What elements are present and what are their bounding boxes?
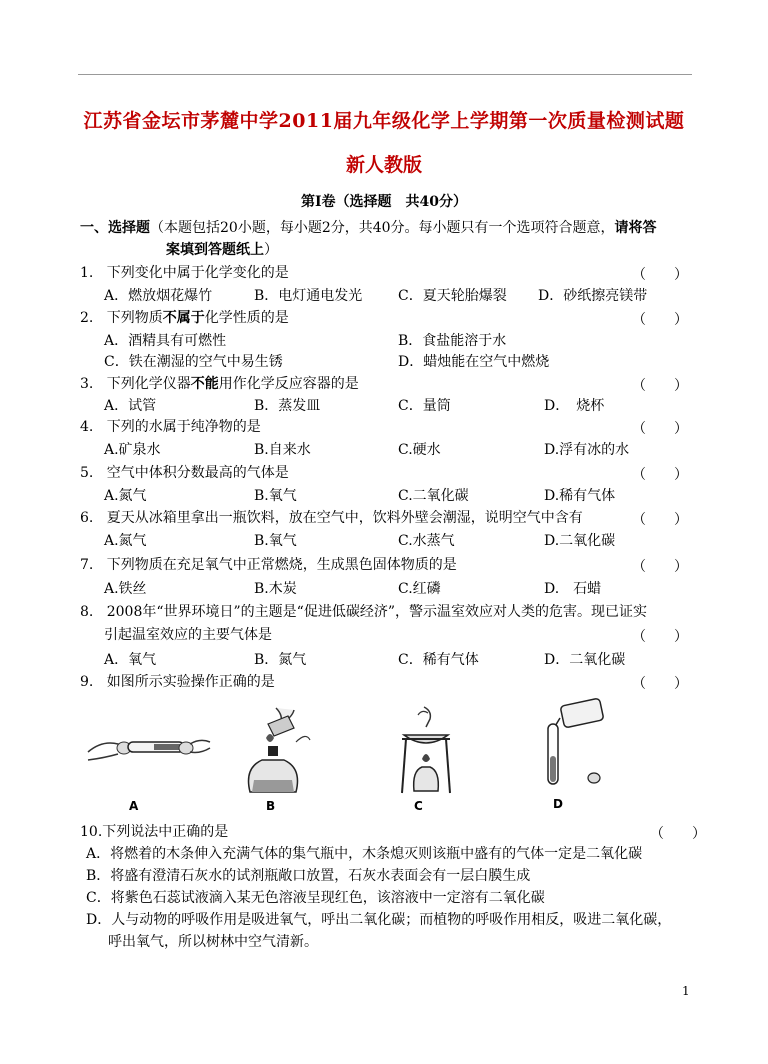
answer-paren: （ ）	[632, 378, 688, 394]
option: B.木炭	[254, 581, 297, 597]
figure-label-c: C	[414, 799, 423, 813]
question-stem-emphasis: 不能	[190, 376, 219, 392]
option: C.红磷	[398, 581, 441, 597]
question-3	[80, 375, 359, 393]
question-number: 6.	[80, 510, 94, 526]
question-9	[80, 673, 275, 691]
option: D.浮有冰的水	[544, 442, 630, 458]
option: D．蜡烛能在空气中燃烧	[398, 354, 550, 370]
question-number: 2.	[80, 310, 94, 326]
answer-paren: （ ）	[632, 559, 688, 575]
question-number: 8.	[80, 604, 94, 620]
option: D. 石蜡	[544, 581, 602, 597]
question-stem-emphasis: 不属于	[162, 310, 205, 326]
option: B．将盛有澄清石灰水的试剂瓶敞口放置，石灰水表面会有一层白膜生成	[86, 868, 531, 884]
question-number: 4.	[80, 419, 94, 435]
option: A．试管	[104, 398, 157, 414]
question-stem-line2: 引起温室效应的主要气体是	[104, 627, 272, 643]
option: A．将燃着的木条伸入充满气体的集气瓶中，木条熄灭则该瓶中盛有的气体一定是二氧化碳	[86, 846, 643, 862]
section-heading	[80, 219, 657, 237]
question-stem: 下列物质在充足氧气中正常燃烧，生成黑色固体物质的是	[106, 557, 457, 573]
option: A.矿泉水	[104, 442, 161, 458]
option: C．夏天轮胎爆裂	[398, 288, 507, 304]
question-6	[80, 509, 583, 527]
option: D． 烧杯	[544, 398, 605, 414]
question-stem: 如图所示实验操作正确的是	[106, 674, 275, 690]
option: C．铁在潮湿的空气中易生锈	[104, 354, 283, 370]
question-number: 7.	[80, 557, 94, 573]
option: B．电灯通电发光	[254, 288, 363, 304]
question-5	[80, 464, 289, 482]
answer-paren: （ ）	[632, 629, 688, 645]
question-number: 5.	[80, 465, 94, 481]
option: A.氮气	[104, 488, 147, 504]
question-8	[80, 603, 647, 621]
answer-paren: （ ）	[632, 312, 688, 328]
question-stem: 2008年“世界环境日”的主题是“促进低碳经济”，警示温室效应对人类的危害。现已证实	[106, 604, 647, 620]
answer-paren: （ ）	[632, 421, 688, 437]
question-stem: 夏天从冰箱里拿出一瓶饮料，放在空气中，饮料外壁会潮湿，说明空气中含有	[106, 510, 583, 526]
question-7	[80, 556, 457, 574]
option: A.铁丝	[104, 581, 147, 597]
question-stem: 下列物质	[106, 310, 163, 326]
question-2	[80, 309, 289, 327]
option: C．量筒	[398, 398, 451, 414]
figure-label-a: A	[129, 799, 139, 813]
option: D．人与动物的呼吸作用是吸进氧气，呼出二氧化碳；而植物的呼吸作用相反，吸进二氧化碳，	[86, 912, 672, 928]
section-heading-line2-end: ）	[264, 242, 278, 258]
option: D．砂纸擦亮镁带	[538, 288, 648, 304]
option: B．食盐能溶于水	[398, 333, 507, 349]
question-stem: 下列的水属于纯净物的是	[106, 419, 261, 435]
option: C．将紫色石蕊试液滴入某无色溶液呈现红色，该溶液中一定溶有二氧化碳	[86, 890, 545, 906]
section-heading-text: （本题包括20小题，每小题2分，共40分。每小题只有一个选项符合题意，	[150, 220, 615, 236]
option: A．燃放烟花爆竹	[104, 288, 213, 304]
question-number: 9.	[80, 674, 94, 690]
option: B.自来水	[254, 442, 311, 458]
option: D.稀有气体	[544, 488, 616, 504]
answer-paren: （ ）	[632, 512, 688, 528]
question-stem: 下列变化中属于化学变化的是	[106, 265, 289, 281]
question-1	[80, 264, 289, 282]
question-stem: 用作化学反应容器的是	[218, 376, 359, 392]
figure-a-test-tube-hands	[84, 718, 214, 814]
section-heading-line2-bold: 案填到答题纸上	[166, 242, 264, 258]
document-title: 江苏省金坛市茅麓中学2011届九年级化学上学期第一次质量检测试题	[83, 110, 685, 132]
option-continued: 呼出氧气，所以树林中空气清新。	[108, 934, 318, 950]
question-stem: 下列说法中正确的是	[102, 824, 229, 840]
figure-label-d: D	[553, 797, 563, 811]
figure-d-pouring-liquid	[538, 698, 610, 790]
answer-paren: （ ）	[650, 826, 706, 842]
question-number: 3.	[80, 376, 94, 392]
option: A．氧气	[104, 652, 157, 668]
header-rule	[78, 74, 692, 75]
document-subtitle: 新人教版	[345, 154, 422, 176]
option: C．稀有气体	[398, 652, 479, 668]
option: C.硬水	[398, 442, 441, 458]
question-number: 10.	[80, 824, 103, 840]
question-stem: 下列化学仪器	[106, 376, 191, 392]
section-heading-line2	[166, 241, 278, 259]
option: D．二氧化碳	[544, 652, 626, 668]
section-heading-bold: 一、选择题	[80, 220, 150, 236]
option: C.水蒸气	[398, 533, 455, 549]
option: A.氮气	[104, 533, 147, 549]
option: D.二氧化碳	[544, 533, 616, 549]
figure-label-b: B	[266, 799, 276, 813]
question-stem: 空气中体积分数最高的气体是	[106, 465, 289, 481]
answer-paren: （ ）	[632, 267, 688, 283]
question-4	[80, 418, 261, 436]
question-number: 1.	[80, 265, 94, 281]
question-stem: 化学性质的是	[204, 310, 289, 326]
question-10	[80, 823, 228, 841]
answer-paren: （ ）	[632, 467, 688, 483]
volume-heading: 第Ⅰ卷（选择题 共40分）	[300, 194, 468, 210]
option: C.二氧化碳	[398, 488, 469, 504]
answer-paren: （ ）	[632, 676, 688, 692]
option: B．氮气	[254, 652, 307, 668]
option: B．蒸发皿	[254, 398, 321, 414]
figure-c-evaporating-dish	[396, 705, 456, 797]
option: B.氧气	[254, 488, 297, 504]
page-number: 1	[682, 984, 690, 998]
option: B.氧气	[254, 533, 297, 549]
option: A．酒精具有可燃性	[104, 333, 227, 349]
section-heading-tail: 请将答	[614, 220, 657, 236]
figure-b-alcohol-lamp	[240, 702, 312, 798]
